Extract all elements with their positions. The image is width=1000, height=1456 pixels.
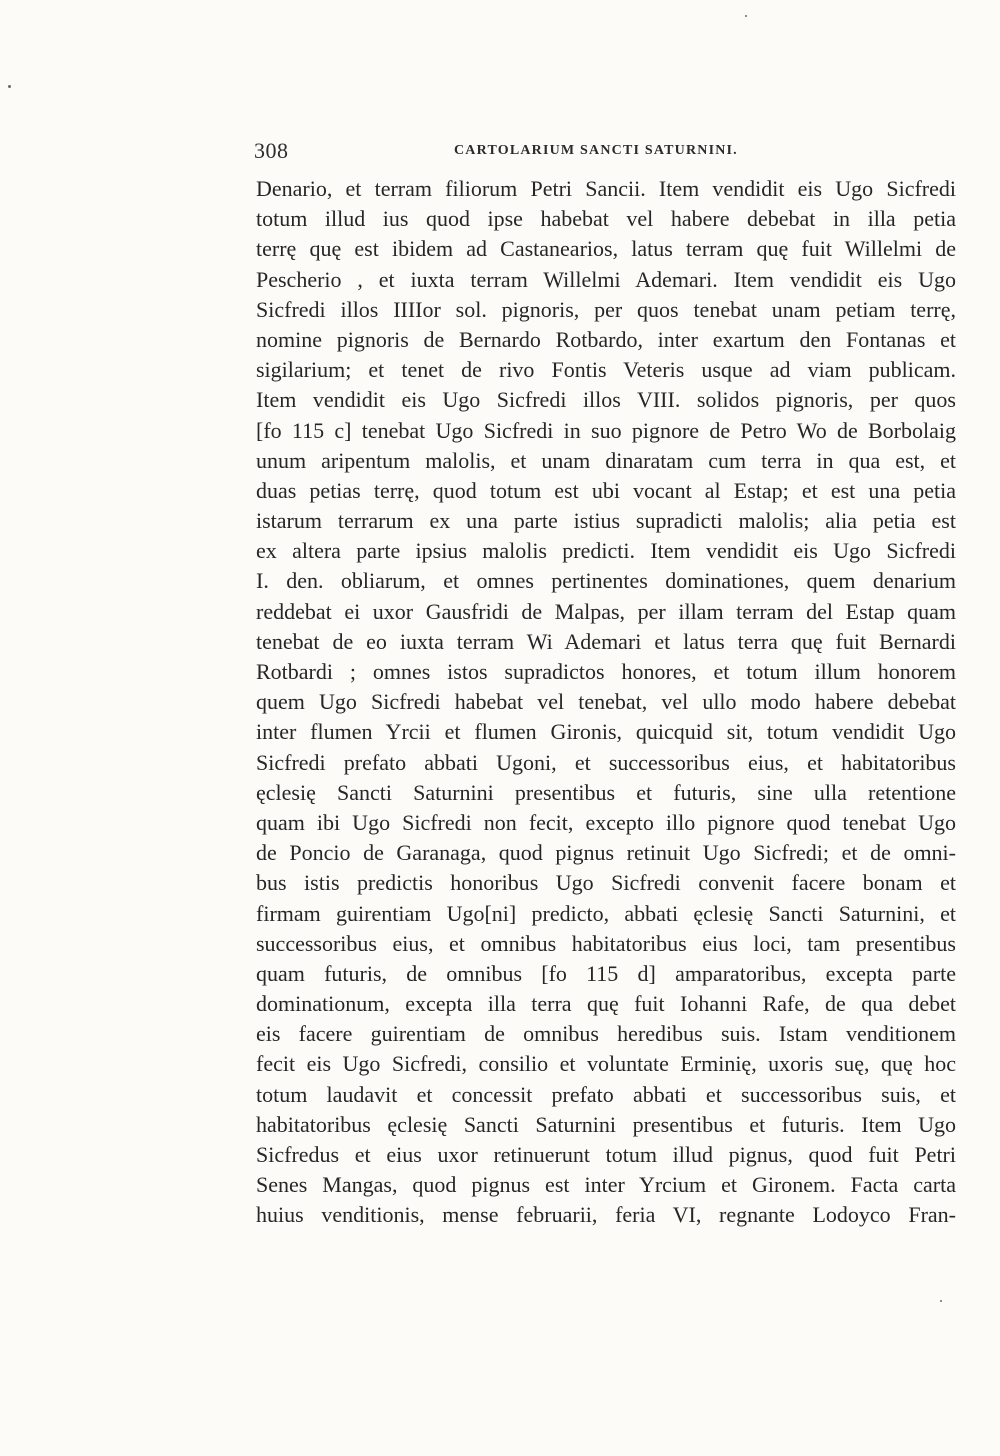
text-line: de Poncio de Garanaga, quod pignus retinuit Ugo Sicfredi; et de omni- xyxy=(256,840,956,866)
body-text xyxy=(256,174,956,1231)
text-line: dominationum, excepta illa terra quę fuit Iohanni Rafe, de qua debet xyxy=(256,991,956,1017)
text-line: Sicfredus et eius uxor retinuerunt totum illud pignus, quod fuit Petri xyxy=(256,1142,956,1167)
text-line: nomine pignoris de Bernardo Rotbardo, inter exartum den Fontanas et xyxy=(256,326,956,352)
text-line: Sicfredi illos IIIIor sol. pignoris, per quos tenebat unam petiam terrę, xyxy=(256,296,956,322)
text-line: I. den. obliarum, et omnes pertinentes dominationes, quem denarium xyxy=(256,568,956,594)
text-line: successoribus eius, et omnibus habitatoribus eius loci, tam presentibus xyxy=(256,930,956,956)
text-line: Senes Mangas, quod pignus est inter Yrcium et Gironem. Facta carta xyxy=(256,1172,956,1198)
text-line: Item vendidit eis Ugo Sicfredi illos VIII. solidos pignoris, per quos xyxy=(256,387,956,413)
text-line: quam ibi Ugo Sicfredi non fecit, excepto illo pignore quod tenebat Ugo xyxy=(256,809,956,835)
text-line: bus istis predictis honoribus Ugo Sicfredi convenit facere bonam et xyxy=(256,870,956,896)
text-line: habitatoribus ęclesię Sancti Saturnini presentibus et futuris. Item Ugo xyxy=(256,1111,956,1137)
running-title: CARTOLARIUM SANCTI SATURNINI. xyxy=(454,143,738,158)
page-number: 308 xyxy=(254,138,289,163)
text-line: unum aripentum malolis, et unam dinaratam cum terra in qua est, et xyxy=(256,447,956,473)
text-line: ęclesię Sancti Saturnini presentibus et futuris, sine ulla retentione xyxy=(256,779,956,805)
text-line: Sicfredi prefato abbati Ugoni, et successoribus eius, et habitatoribus xyxy=(256,749,956,775)
paper-speck xyxy=(940,1300,942,1302)
text-line: firmam guirentiam Ugo[ni] predicto, abbati ęclesię Sancti Saturnini, et xyxy=(256,900,956,926)
text-line: [fo 115 c] tenebat Ugo Sicfredi in suo pignore de Petro Wo de Borbolaig xyxy=(256,417,956,443)
text-line: totum illud ius quod ipse habebat vel habere debebat in illa petia xyxy=(256,206,956,232)
paper-speck xyxy=(8,85,11,88)
text-line: quem Ugo Sicfredi habebat vel tenebat, vel ullo modo habere debebat xyxy=(256,689,956,715)
text-line: Rotbardi ; omnes istos supradictos honores, et totum illum honorem xyxy=(256,659,956,684)
text-line: ex altera parte ipsius malolis predicti. Item vendidit eis Ugo Sicfredi xyxy=(256,538,956,564)
text-line: fecit eis Ugo Sicfredi, consilio et voluntate Erminię, uxoris suę, quę hoc xyxy=(256,1051,956,1077)
text-line: huius venditionis, mense februarii, feria VI, regnante Lodoyco Fran- xyxy=(256,1202,956,1228)
text-line: totum laudavit et concessit prefato abbati et successoribus suis, et xyxy=(256,1081,956,1107)
text-line: tenebat de eo iuxta terram Wi Ademari et latus terra quę fuit Bernardi xyxy=(256,628,956,654)
text-line: terrę quę est ibidem ad Castanearios, latus terram quę fuit Willelmi de xyxy=(256,236,956,262)
text-line: sigilarium; et tenet de rivo Fontis Veteris usque ad viam publicam. xyxy=(256,357,956,383)
text-line: istarum terrarum ex una parte istius supradicti malolis; alia petia est xyxy=(256,508,956,534)
text-line: inter flumen Yrcii et flumen Gironis, quicquid sit, totum vendidit Ugo xyxy=(256,719,956,745)
paper-speck xyxy=(745,15,747,17)
text-line: Denario, et terram filiorum Petri Sancii. Item vendidit eis Ugo Sicfredi xyxy=(256,176,956,201)
text-line: reddebat ei uxor Gausfridi de Malpas, per illam terram del Estap quam xyxy=(256,598,956,624)
page-header xyxy=(254,138,954,168)
text-line: duas petias terrę, quod totum est ubi vocant al Estap; et est una petia xyxy=(256,477,956,503)
text-line: quam futuris, de omnibus [fo 115 d] amparatoribus, excepta parte xyxy=(256,960,956,986)
text-line: eis facere guirentiam de omnibus heredibus suis. Istam venditionem xyxy=(256,1021,956,1047)
text-line: Pescherio , et iuxta terram Willelmi Ademari. Item vendidit eis Ugo xyxy=(256,266,956,292)
